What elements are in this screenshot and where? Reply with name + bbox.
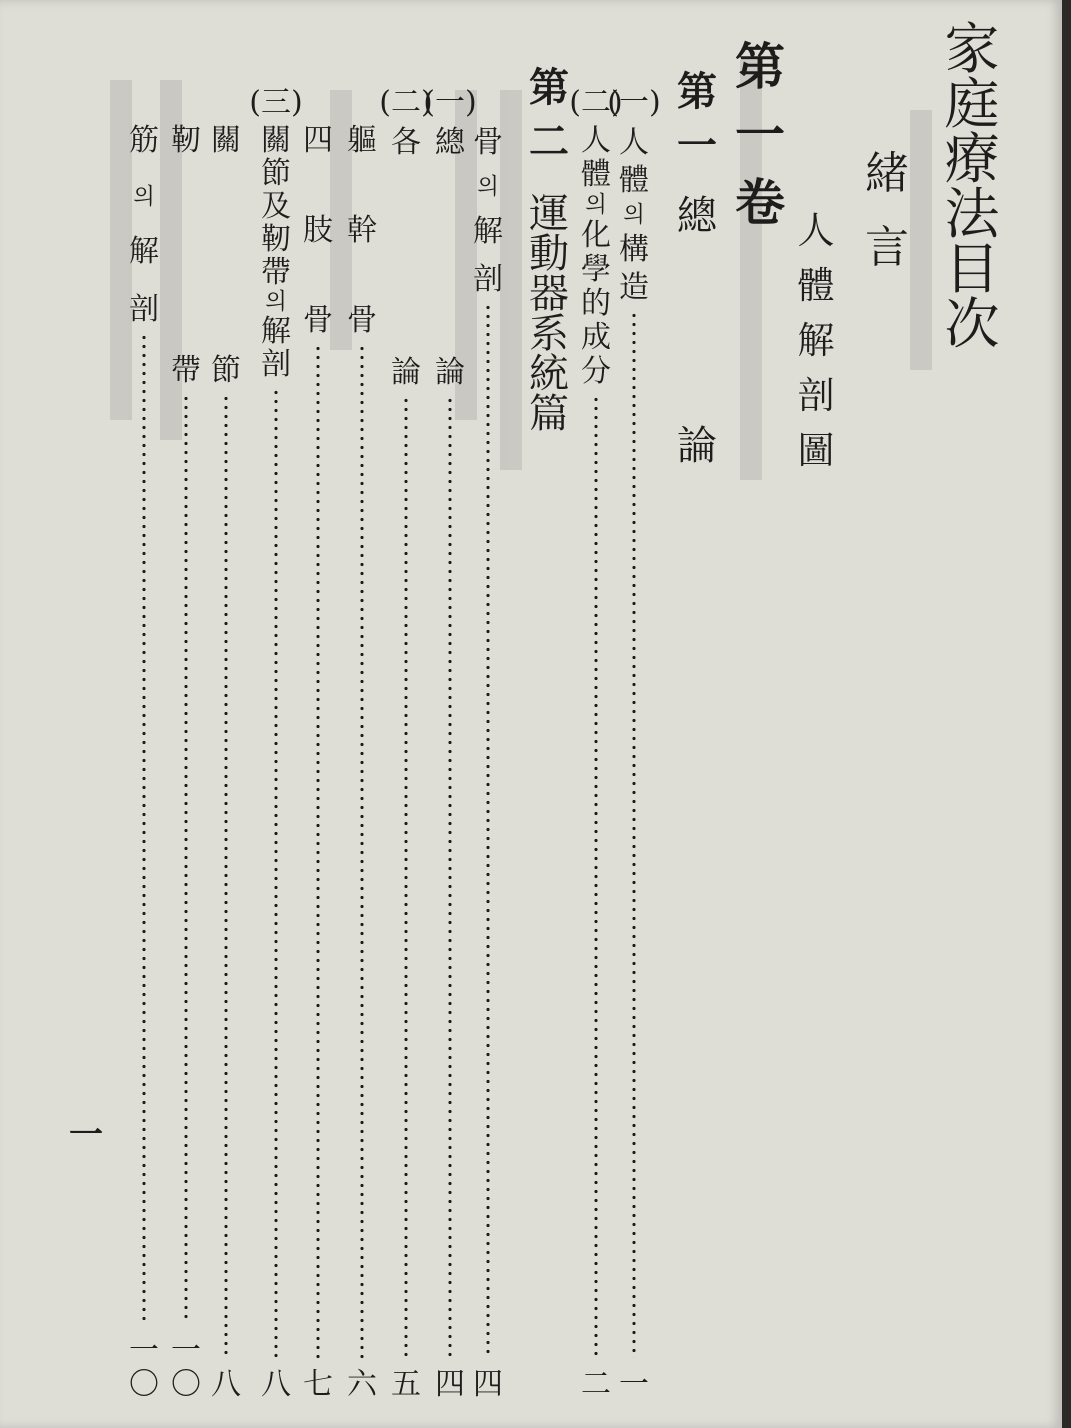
toc-entry: 四 肢 骨 七 (303, 123, 333, 1402)
dot-leader (632, 311, 636, 1359)
volume-heading: 第 一 卷 (735, 37, 785, 232)
dot-leader (316, 344, 320, 1358)
toc-entry: (二) 人 體 의 化 學 的 成 分 二 (569, 85, 623, 1402)
toc-entry: (三) 關 節 及 靭 帶 의 解 剖 八 (249, 85, 303, 1402)
page-number: 一 (619, 1367, 649, 1402)
toc-entry: 軀 幹 骨 六 (347, 123, 377, 1402)
page-number: 八 (211, 1367, 241, 1402)
dot-leader (184, 394, 188, 1324)
toc-entry: 骨 의 解 剖 四 (473, 125, 503, 1402)
page-number: 五 (391, 1367, 421, 1402)
dot-leader (224, 394, 228, 1358)
dot-leader (274, 388, 278, 1359)
page-number: 八 (261, 1367, 291, 1402)
page-number: 四 (473, 1367, 503, 1402)
page-number: 一 (129, 1333, 159, 1368)
dot-leader (448, 396, 452, 1358)
toc-entry: (二) 各 論 五 (379, 85, 433, 1402)
dot-leader (486, 303, 490, 1359)
page-number: 一 (171, 1333, 201, 1368)
page-number: 六 (347, 1367, 377, 1402)
dot-leader (360, 344, 364, 1358)
folio-page-number: 一 (69, 1115, 103, 1155)
page-number: 四 (435, 1367, 465, 1402)
dot-leader (404, 396, 408, 1358)
anatomy-chart-heading: 人 體 解 剖 圖 (797, 209, 835, 472)
dot-leader (142, 333, 146, 1325)
page-number: 二 (581, 1367, 611, 1402)
toc-entry: (一) 總 論 四 (423, 85, 477, 1402)
section-heading: 第 二 運 動 器 系 統 篇 (529, 64, 569, 437)
toc-entry: (一) 人 體 의 構 造 一 (607, 85, 661, 1402)
toc-entry: 筋 의 解 剖 一 〇 (129, 123, 159, 1402)
section-heading: 第 一 總 論 (677, 68, 717, 469)
dot-leader (594, 395, 598, 1359)
page-number: 七 (303, 1367, 333, 1402)
toc-entry: 靭 帶 一 〇 (171, 123, 201, 1402)
toc-entry: 關 節 八 (211, 123, 241, 1402)
preface-heading: 緒 言 (865, 148, 909, 273)
toc-title: 家 庭 療 法 目 次 (944, 17, 1000, 356)
